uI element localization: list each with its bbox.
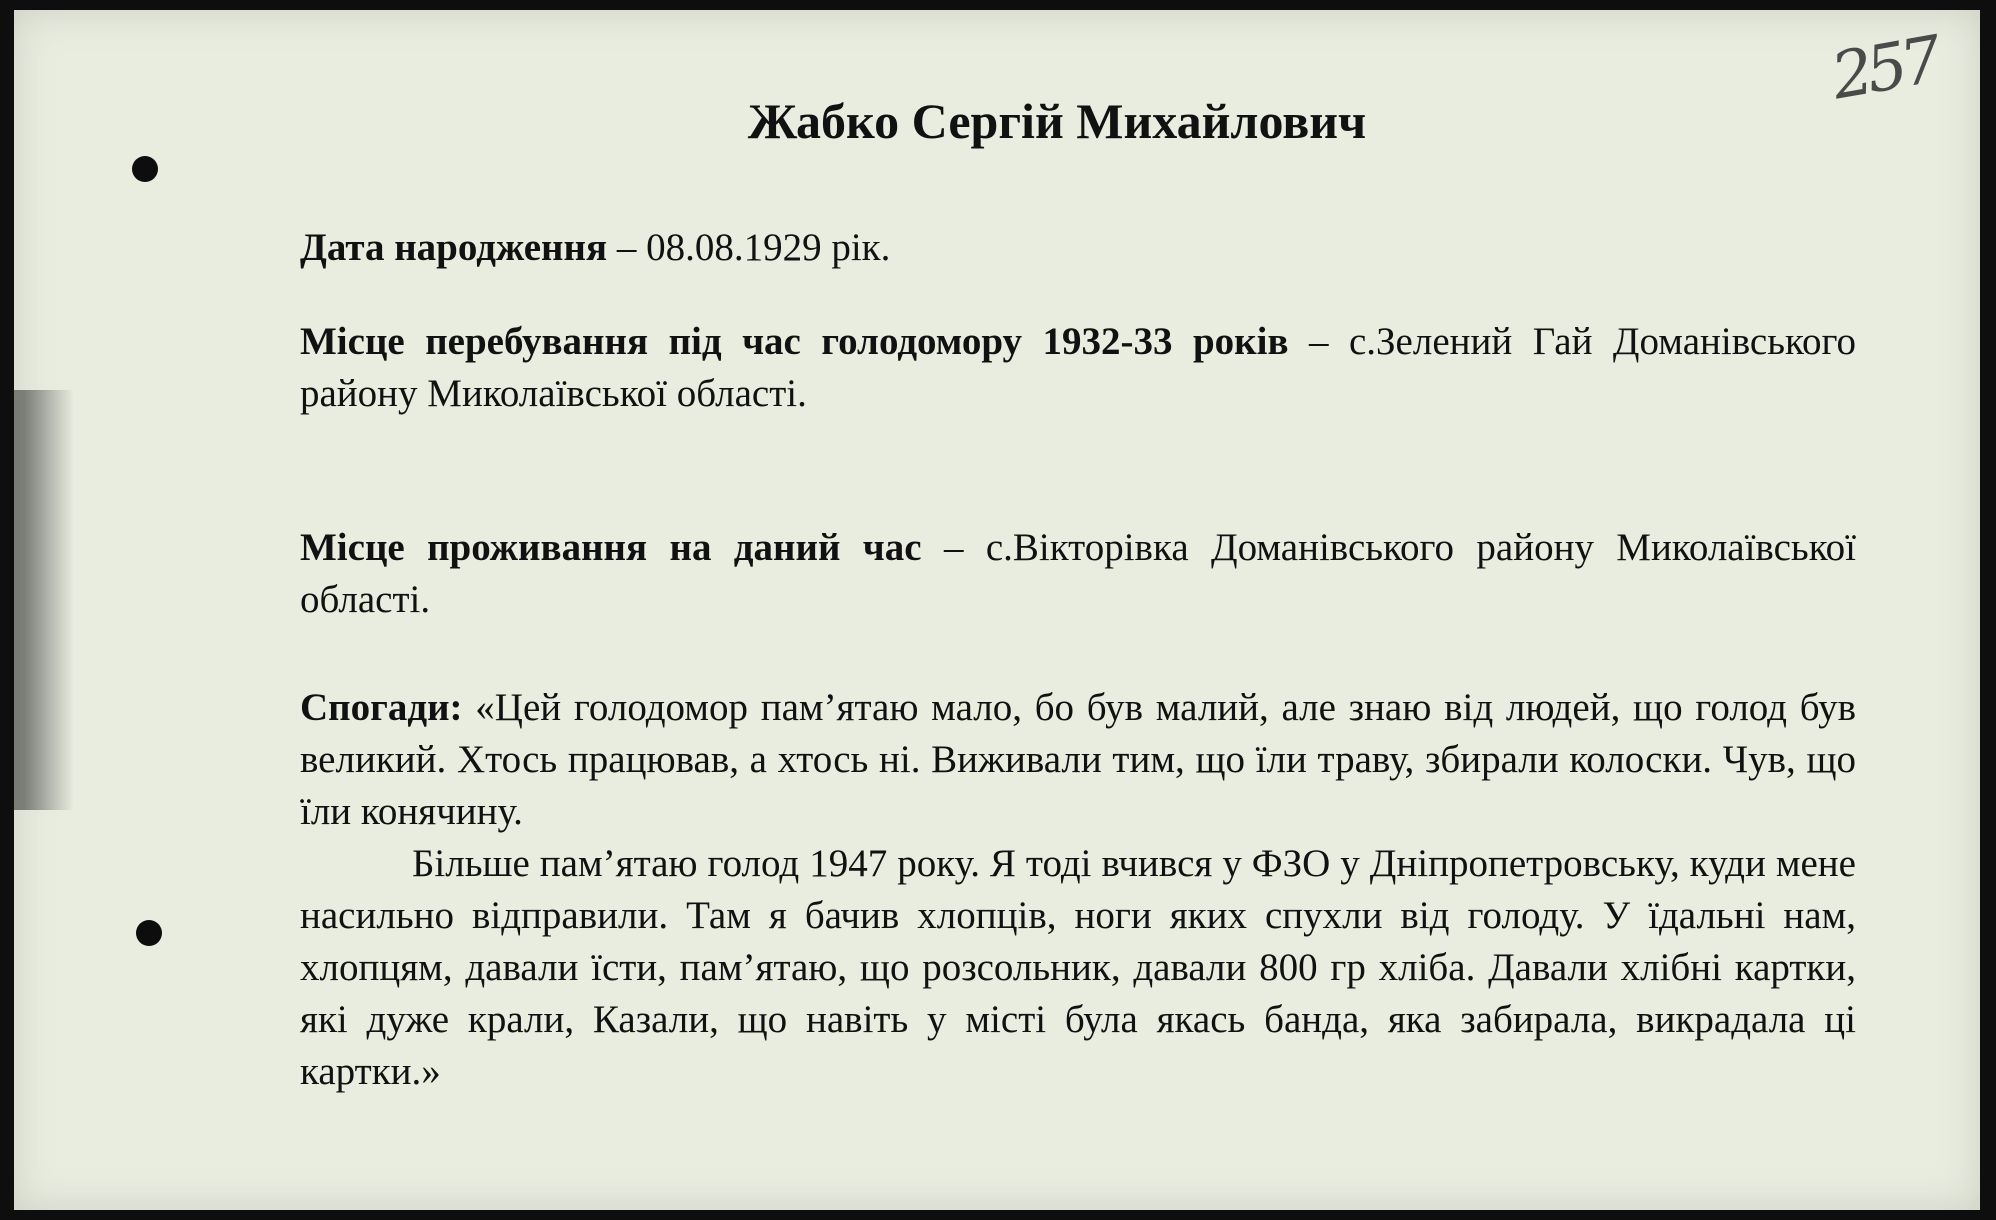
current-residence-label: Місце проживання на даний час (300, 526, 922, 569)
current-residence-separator: – (921, 526, 986, 569)
famine-location-separator: – (1288, 320, 1349, 363)
current-residence-line (300, 522, 1856, 626)
memories-text-1: «Цей голодомор пам’ятаю мало, бо був малий, але знаю від людей, що голод був великий. Хтось працював, а хтось ні. Виживали тим, що їли траву, збирали колоски. Чув, що їли конячину. (300, 686, 1856, 833)
memories-paragraph-2: Більше пам’ятаю голод 1947 року. Я тоді вчився у ФЗО у Дніпропетровську, куди мене насильно відправили. Там я бачив хлопців, ноги яких спухли від голоду. У їдальні нам, хлопцям, давали їсти, пам’ятаю, що розсольник, давали 800 гр хліба. Давали хлібні картки, які дуже крали, Казали, що навіть у місті була якась банда, яка забирала, викрадала ці картки.» (300, 842, 1856, 1093)
punch-hole (136, 920, 162, 946)
famine-location-label: Місце перебування під час голодомору 1932-33 років (300, 320, 1289, 363)
punch-hole (132, 156, 158, 182)
document-body (300, 222, 1856, 1098)
birth-date-label: Дата народження (300, 226, 608, 269)
memories-paragraph (300, 682, 1856, 838)
famine-location-line (300, 316, 1856, 420)
famine-location-value: с.Зелений Гай Доманівського району Миколаївської області. (300, 320, 1856, 415)
current-residence-value: с.Вікторівка Доманівського району Миколаївської області. (300, 526, 1857, 621)
handwritten-page-number: 257 (1826, 23, 1942, 115)
birth-date-separator: – (607, 226, 647, 269)
birth-date-line (300, 222, 1856, 274)
birth-date-value: 08.08.1929 рік. (646, 226, 891, 269)
page-title: Жабко Сергій Михайлович (747, 93, 1367, 149)
memories-label: Спогади: (300, 686, 463, 729)
document-page (14, 10, 1980, 1210)
